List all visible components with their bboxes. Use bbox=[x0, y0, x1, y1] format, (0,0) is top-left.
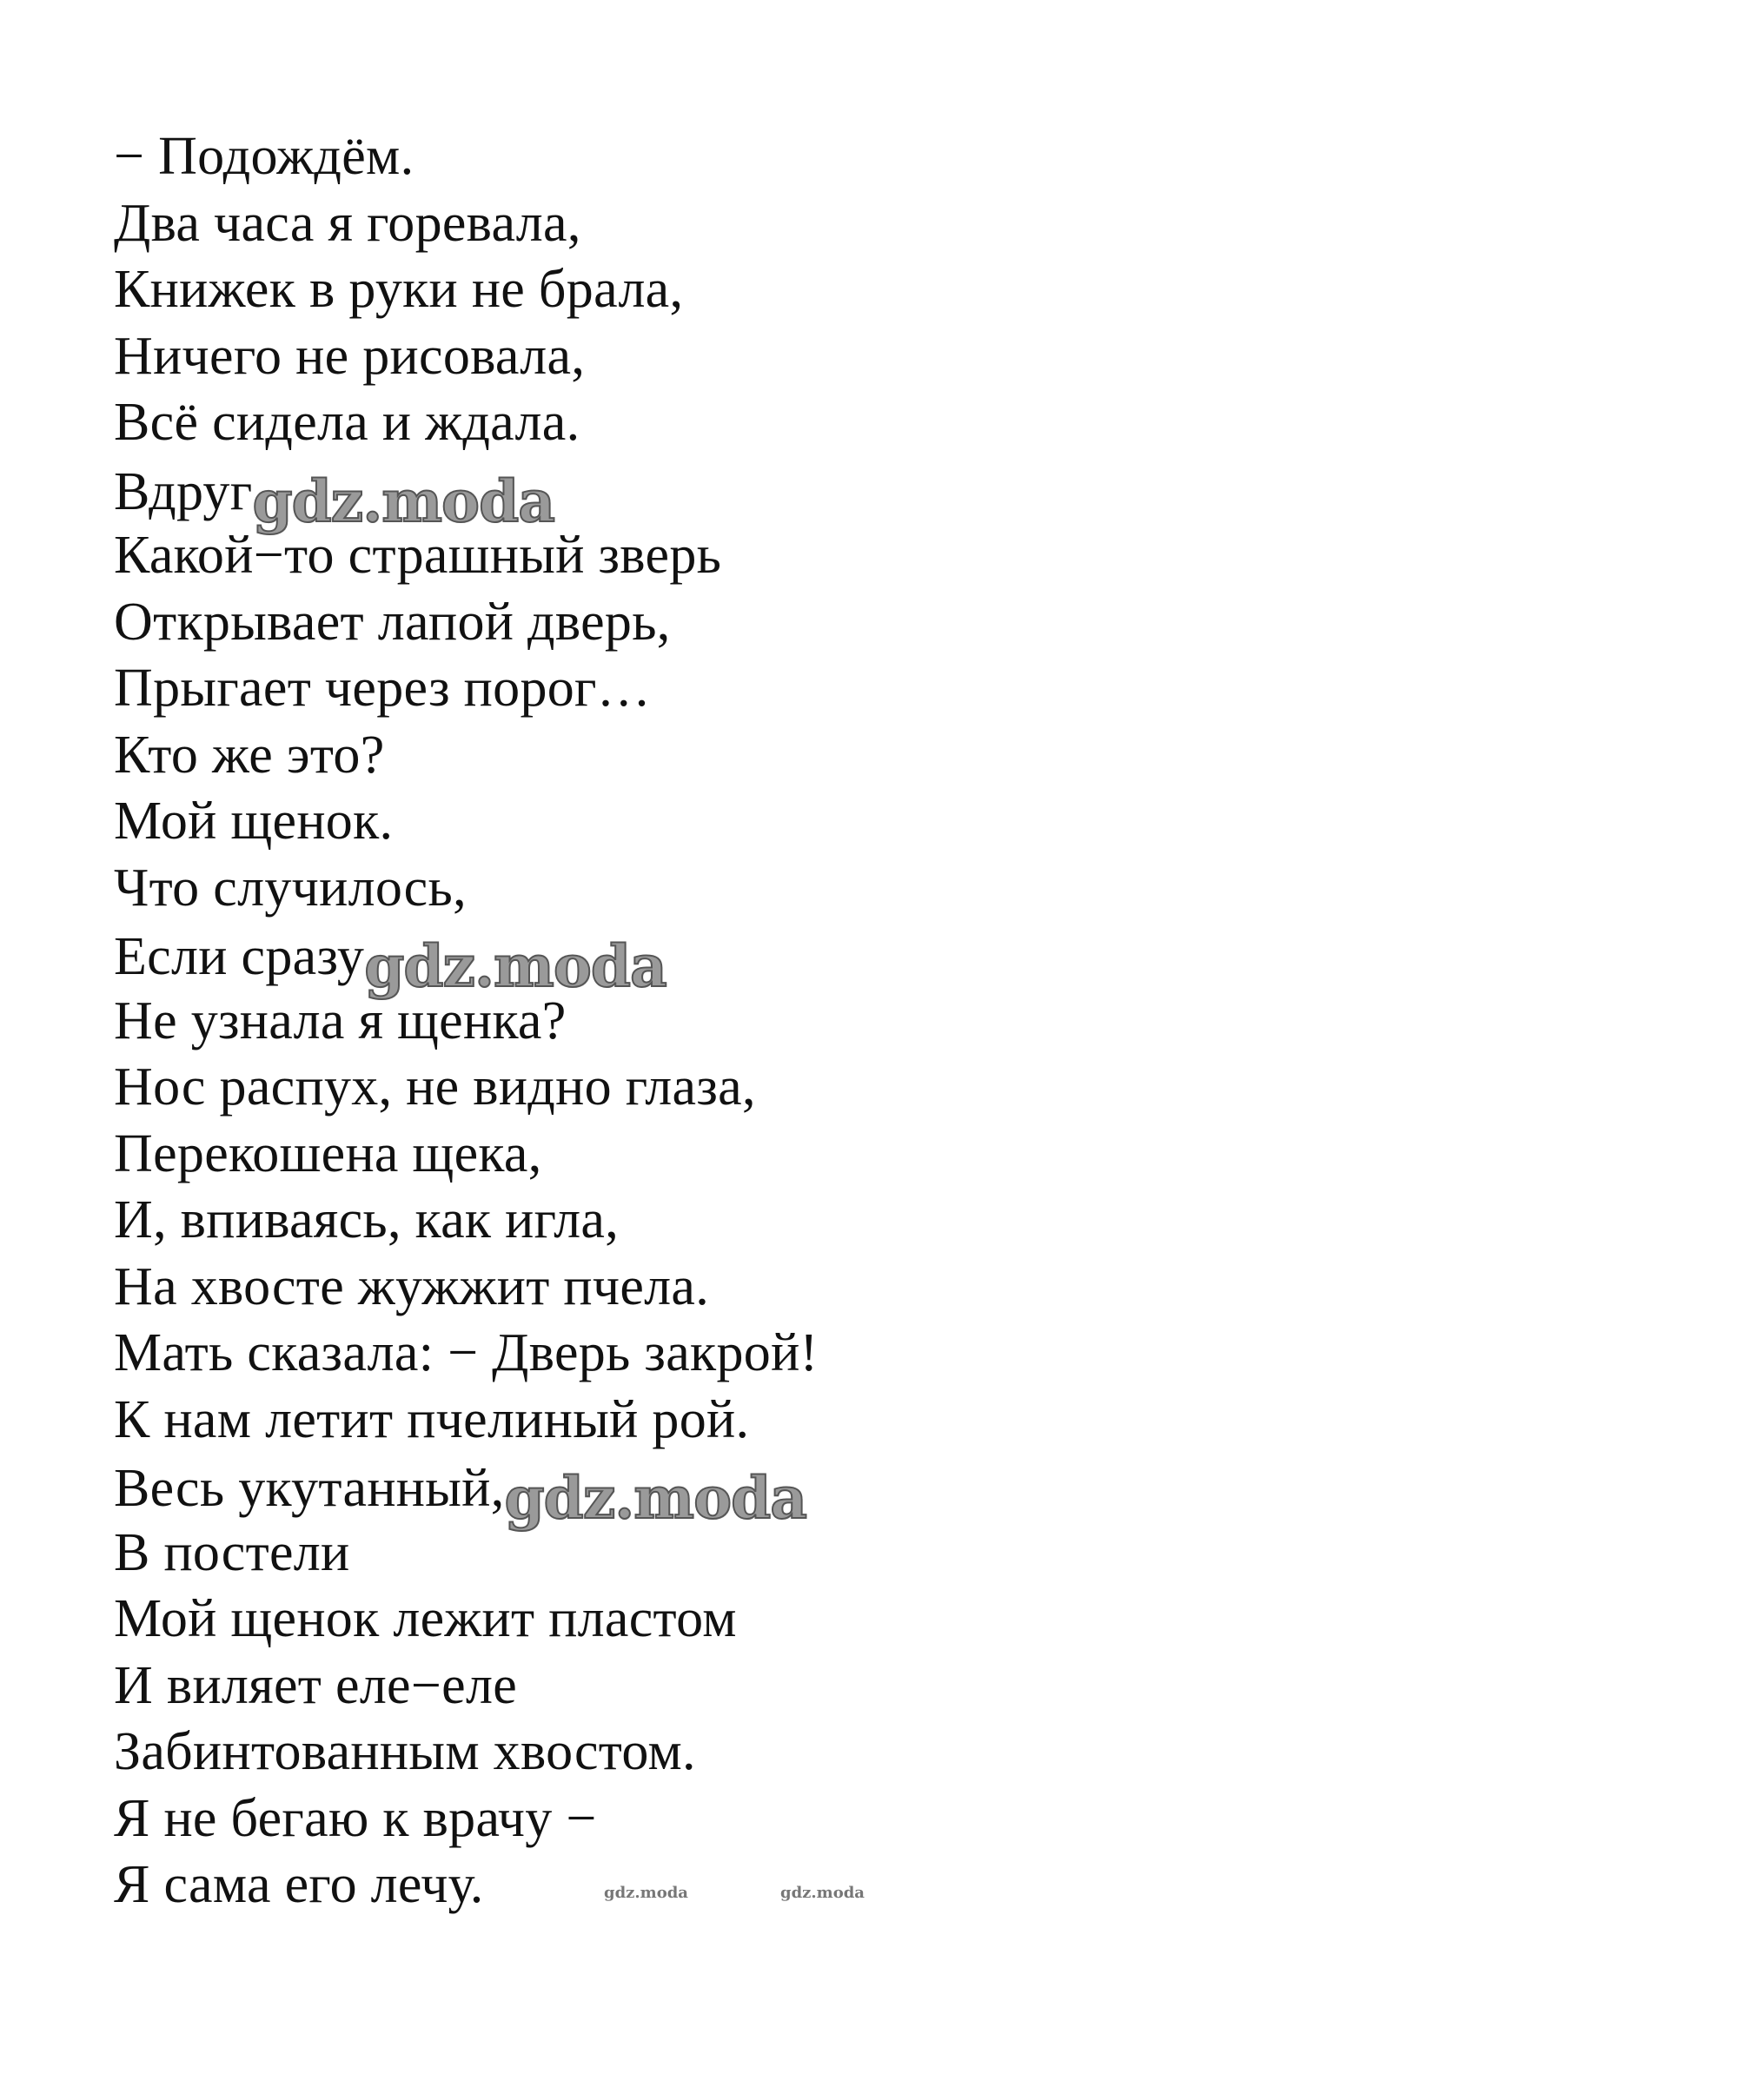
poem-line-text: Весь укутанный, bbox=[114, 1459, 505, 1518]
poem-line-text: Я сама его лечу. bbox=[114, 1855, 484, 1914]
poem-line-text: Всё сидела и ждала. bbox=[114, 393, 580, 452]
poem-line bbox=[114, 855, 819, 922]
footer-watermark: gdz.moda bbox=[604, 1884, 688, 1902]
poem-line bbox=[114, 1054, 819, 1121]
poem-line-text: Книжек в руки не брала, bbox=[114, 260, 684, 319]
poem-line-text: Какой−то страшный зверь bbox=[114, 526, 722, 585]
poem-line bbox=[114, 1320, 819, 1387]
poem-line-text: И, впиваясь, как игла, bbox=[114, 1190, 620, 1249]
poem-line-text: К нам летит пчелиный рой. bbox=[114, 1389, 750, 1449]
poem-line bbox=[114, 190, 819, 257]
poem-line bbox=[114, 1719, 819, 1786]
poem-line bbox=[114, 589, 819, 656]
poem-line bbox=[114, 1852, 819, 1918]
poem-line-text: На хвосте жужжит пчела. bbox=[114, 1256, 710, 1316]
poem-line bbox=[114, 123, 819, 190]
poem-line bbox=[114, 1387, 819, 1454]
poem-line bbox=[114, 456, 819, 535]
poem-line-text: Перекошена щека, bbox=[114, 1123, 542, 1183]
poem-line-text: Забинтованным хвостом. bbox=[114, 1722, 696, 1781]
poem-line bbox=[114, 1786, 819, 1852]
poem-line-text: Мой щенок. bbox=[114, 792, 394, 851]
poem-line bbox=[114, 323, 819, 390]
poem-line bbox=[114, 1586, 819, 1653]
footer-watermark: gdz.moda bbox=[780, 1884, 865, 1902]
poem-line bbox=[114, 1254, 819, 1321]
poem-line-text: Прыгает через порог… bbox=[114, 659, 652, 718]
watermark: gdz.moda bbox=[504, 1464, 807, 1532]
poem-line bbox=[114, 1121, 819, 1188]
poem-line bbox=[114, 389, 819, 456]
poem-line-text: − Подождём. bbox=[114, 127, 414, 186]
poem-line-text: И виляет еле−еле bbox=[114, 1655, 518, 1715]
poem-line bbox=[114, 788, 819, 855]
poem-line bbox=[114, 1653, 819, 1720]
poem-line-text: Кто же это? bbox=[114, 725, 385, 785]
poem-text bbox=[114, 123, 819, 1918]
poem-line bbox=[114, 256, 819, 323]
poem-line-text: Не узнала я щенка? bbox=[114, 991, 567, 1050]
poem-line-text: Я не бегаю к врачу − bbox=[114, 1788, 597, 1848]
watermark: gdz.moda bbox=[252, 467, 554, 535]
poem-line-text: Что случилось, bbox=[114, 858, 467, 918]
poem-line-text: Ничего не рисовала, bbox=[114, 326, 586, 386]
poem-line-text: Два часа я горевала, bbox=[114, 193, 581, 253]
poem-line-text: Вдруг bbox=[114, 461, 253, 521]
poem-line bbox=[114, 1187, 819, 1254]
poem-line-text: Если сразу bbox=[114, 927, 365, 986]
poem-line-text: В постели bbox=[114, 1522, 350, 1582]
poem-line bbox=[114, 722, 819, 789]
poem-line bbox=[114, 921, 819, 1000]
watermark: gdz.moda bbox=[364, 932, 666, 1000]
poem-line bbox=[114, 655, 819, 722]
poem-line-text: Мать сказала: − Дверь закрой! bbox=[114, 1323, 819, 1382]
poem-line-text: Нос распух, не видно глаза, bbox=[114, 1057, 756, 1117]
poem-line-text: Открывает лапой дверь, bbox=[114, 592, 671, 652]
poem-line-text: Мой щенок лежит пластом bbox=[114, 1589, 737, 1648]
poem-line bbox=[114, 1453, 819, 1532]
